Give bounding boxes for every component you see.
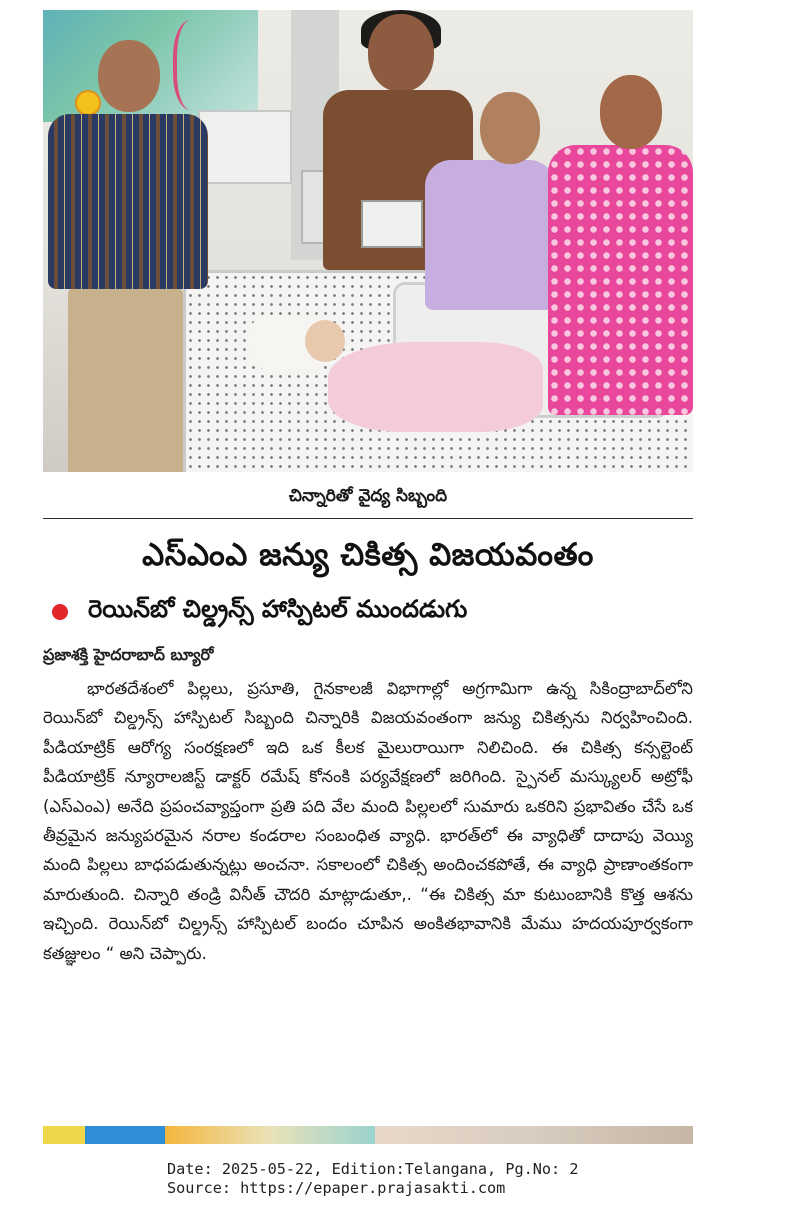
person-body [548,145,693,415]
strip-segment [85,1126,165,1144]
footer-date-line: Date: 2025-05-22, Edition:Telangana, Pg.No: 2 [167,1160,579,1178]
subheadline: రెయిన్‌బో చిల్డ్రన్స్ హాస్పిటల్ ముందడుగు [88,595,468,623]
news-article [43,10,693,1144]
person-head [480,92,540,164]
photo-caption: చిన్నారితో వైద్య సిబ్బంది [288,486,448,506]
person-head [368,14,434,92]
footer-source-line: Source: https://epaper.prajasakti.com [167,1179,506,1197]
article-body: భారతదేశంలో పిల్లలు, ప్రసూతి, గైనకాలజీ విభాగాల్లో అగ్రగామిగా ఉన్న సికింద్రాబాద్‌లోని రెయిన్‌బో చిల్డ్రన్స్ హాస్పిటల్ సిబ్బంది చిన్నారికి విజయవంతంగా జన్యు చికిత్సను నిర్వహించింది. పీడియాట్రిక్ ఆరోగ్య సంరక్షణలో ఇది ఒక కీలక మైలురాయిగా నిలిచింది. ఈ చికిత్స కన్సల్టెంట్ పీడియాట్రిక్ న్యూరాలజిస్ట్ డాక్టర్ రమేష్ కోనంకి పర్యవేక్షణలో జరిగింది. స్పైనల్ మస్క్యులర్ అట్రోఫీ (ఎస్ఎంఎ) అనేది ప్రపంచవ్యాప్తంగా ప్రతి పది వేల మంది పిల్లలలో సుమారు ఒకరిని ప్రభావితం చేసే ఒక తీవ్రమైన జన్యుపరమైన నరాల కండరాల సంబంధిత వ్యాధి. భారత్‌లో ఈ వ్యాధితో దాదాపు వెయ్యి మంది పిల్లలు బాధపడుతున్నట్లు అంచనా. సకాలంలో చికిత్స అందించకపోతే, ఈ వ్యాధి ప్రాణాంతకంగా మారుతుంది. చిన్నారి తండ్రి వినీత్ చౌదరి మాట్లాడుతూ,. “ఈ చికిత్స మా కుటుంబానికి కొత్త ఆశను ఇచ్చింది. రెయిన్‌బో చిల్డ్రన్స్ హాస్పిటల్ బందం చూపిన అంకితభావానికి మేము హదయపూర్వకంగా కతజ్ఞులం “ అని చెప్పారు. [43,679,693,963]
next-article-image-strip [43,1126,693,1144]
headline: ఎస్ఎంఎ జన్యు చికిత్స విజయవంతం [142,537,594,573]
divider [43,518,693,519]
person-body [425,160,555,310]
baby [305,320,345,362]
article-photo [43,10,693,472]
person-head [600,75,662,149]
source-footer [167,1160,578,1198]
strip-segment [375,1126,693,1144]
dateline: ప్రజాశక్తి హైదరాబాద్ బ్యూరో [43,645,214,664]
strip-segment [165,1126,375,1144]
wall-panel [198,110,292,184]
bullet-icon [52,604,68,620]
mural-coral [173,20,217,110]
gift-box [361,200,423,248]
person-body [48,114,208,289]
mural-sun [75,90,101,116]
pink-blanket [328,342,543,432]
person-head [98,40,160,112]
subheadline-row [43,595,693,629]
person-legs [68,288,183,472]
strip-segment [43,1126,85,1144]
